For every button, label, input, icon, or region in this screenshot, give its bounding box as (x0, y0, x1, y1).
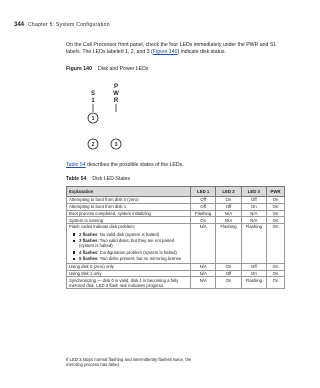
cell-led1: Flashing (191, 210, 216, 217)
figure-link[interactable]: Figure 140 (152, 48, 178, 55)
cell-explanation: Using disk 0 (zero) only (67, 263, 191, 270)
cell-led3: Off (241, 263, 266, 270)
cell-pwr: On (267, 197, 285, 204)
cell-led2: Off (216, 203, 241, 210)
flash-code-meaning: : Configuration problem (system is halted) (97, 249, 177, 255)
cell-pwr: On (267, 217, 285, 224)
cell-led3: N/A (241, 210, 266, 217)
header-led2: LED 2 (216, 187, 241, 197)
table-caption (66, 176, 130, 182)
cell-led1: Off (191, 203, 216, 210)
figure-title: Disk and Power LEDs (97, 66, 149, 72)
cell-led2: N/A (216, 210, 241, 217)
cell-explanation: System is running (67, 217, 191, 224)
cell-led1: N/A (191, 270, 216, 277)
cell-led3: Off (241, 197, 266, 204)
flash-code-count: 3 flashes (79, 238, 98, 244)
table-number: Table 54 (66, 176, 87, 182)
flash-code-meaning: : Two valid disks, but they are not paired (system is halted) (79, 238, 174, 249)
cell-led3: N/A (241, 217, 266, 224)
flash-code-count: 5 flashes (79, 256, 98, 262)
table-link[interactable]: Table 54 (66, 162, 86, 168)
flash-code-meaning: : No valid disk (system is halted) (97, 231, 160, 237)
header-explanation: Explanation (67, 187, 191, 197)
flash-code-count: 2 flashes (79, 231, 98, 237)
table-row (67, 203, 285, 210)
cell-led2: On (216, 263, 241, 270)
cell-led1: N/A (191, 277, 216, 289)
chapter-title: Chapter 5: System Configuration (28, 22, 110, 28)
cell-led2: Flashing (216, 224, 241, 264)
cell-led2: On (216, 197, 241, 204)
intro-text-after: ) indicate disk status. (177, 48, 226, 55)
flash-code-meaning: : Two disks present, but no mirroring license (97, 256, 182, 262)
table-row (67, 217, 285, 224)
flash-codes-intro: Flash codes indicate disk problem: (69, 224, 135, 230)
cell-led3: Flashing (241, 277, 266, 289)
cell-led3: On (241, 203, 266, 210)
table-title: Disk LED States (92, 176, 131, 182)
table-header-row (67, 187, 285, 197)
header-pwr: PWR (267, 187, 285, 197)
cell-pwr: On (267, 263, 285, 270)
table-row (67, 277, 285, 289)
cell-led1: N/A (191, 263, 216, 270)
label-r: R (113, 98, 119, 104)
intro-text-before: On the Call Processor front panel, check the four LEDs immediately under the PWR and S1 labels. The LEDs labeled 1, 2, and 3 ( (66, 42, 277, 55)
flash-code-item (73, 238, 188, 248)
cell-pwr: On (267, 224, 285, 264)
cell-explanation: Using disk 1 only (67, 270, 191, 277)
cell-explanation: Boot process completed, system initializing (67, 210, 191, 217)
led-3-label: 3 (114, 142, 118, 148)
cell-pwr: On (267, 210, 285, 217)
label-s1: 1 (91, 98, 95, 104)
cell-explanation (67, 224, 191, 264)
cell-led2: Off (216, 270, 241, 277)
cell-led1: Off (191, 197, 216, 204)
flash-code-item (73, 250, 188, 255)
cell-pwr: On (267, 277, 285, 289)
table-row-flash-codes (67, 224, 285, 264)
cell-pwr: On (267, 203, 285, 210)
cell-led2: N/A (216, 217, 241, 224)
header-led1: LED 1 (191, 187, 216, 197)
cell-led1: N/A (191, 224, 216, 264)
cell-led2: On (216, 277, 241, 289)
cell-led3: On (241, 270, 266, 277)
cell-pwr: On (267, 270, 285, 277)
label-s: S (90, 91, 96, 97)
table-row (67, 270, 285, 277)
flash-code-item (73, 232, 188, 237)
page-number: 344 (14, 22, 25, 28)
cell-led3: Flashing (241, 224, 266, 264)
figure-number: Figure 140 (66, 66, 92, 72)
cell-explanation: Synchronizing — disk 0 is valid, disk 1 is becoming a fully mirrored disk. LED 3 flash rate indicates progress. (67, 277, 191, 289)
figure-caption (66, 66, 148, 72)
cell-explanation: Attempting to boot from disk 1 (67, 203, 191, 210)
table-intro (66, 162, 184, 168)
table-row (67, 210, 285, 217)
label-p: P (113, 84, 119, 90)
flash-code-list (73, 232, 188, 262)
intro-paragraph (66, 42, 282, 55)
table-footnote: If LED 3 stops normal flashing and intermittently flashes twice, the mirroring process has failed. (66, 357, 192, 368)
led-2-label: 2 (91, 142, 95, 148)
led-1-label: 1 (91, 116, 95, 122)
cell-led1: On (191, 217, 216, 224)
disk-power-led-diagram (84, 80, 144, 156)
table-intro-text: describes the possible states of the LEDs. (85, 162, 184, 168)
flash-code-count: 4 flashes (79, 249, 98, 255)
table-row (67, 263, 285, 270)
label-w: W (113, 91, 119, 97)
flash-code-item (73, 256, 188, 261)
header-led3: LED 3 (241, 187, 266, 197)
disk-led-states-table (66, 186, 285, 289)
table-row (67, 197, 285, 204)
cell-explanation: Attempting to boot from disk 0 (zero) (67, 197, 191, 204)
